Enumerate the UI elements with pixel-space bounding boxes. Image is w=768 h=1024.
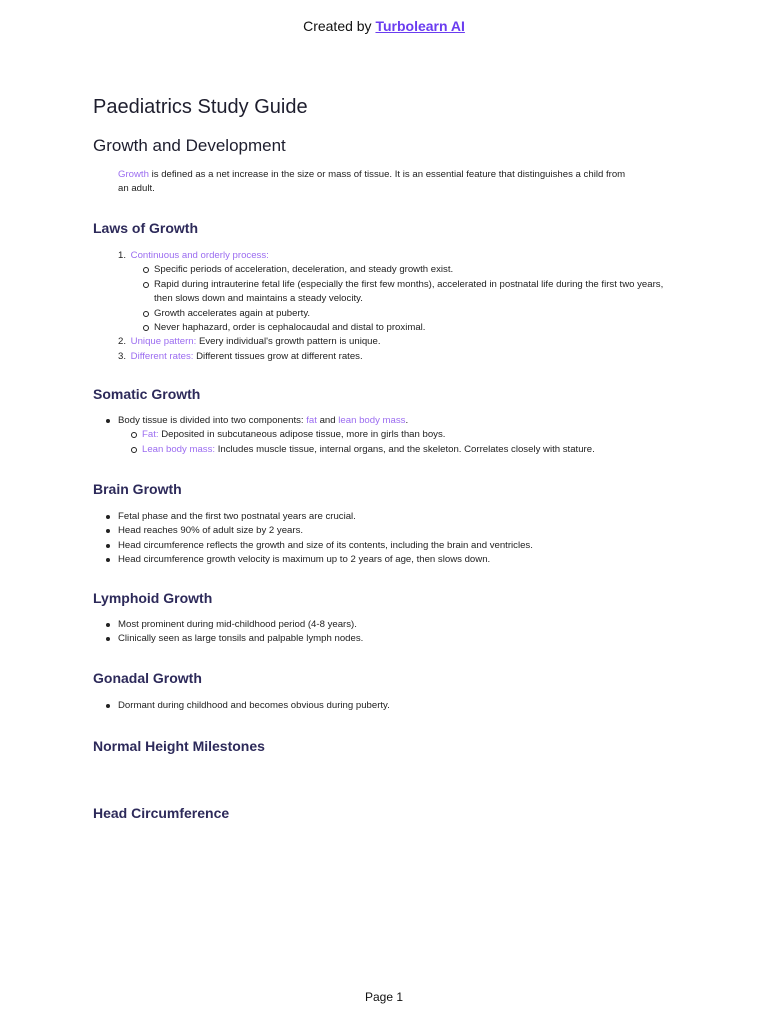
lymphoid-list	[106, 618, 666, 647]
list-item: Growth accelerates again at puberty.	[143, 307, 678, 321]
list-item	[131, 428, 666, 442]
list-item: Rapid during intrauterine fetal life (especially the first few months), accelerated in postnatal life during the first two years, then slows down and maintains a steady velocity.	[143, 278, 678, 307]
banner-prefix: Created by	[303, 18, 372, 34]
law-text: Every individual's growth pattern is unique.	[196, 336, 381, 348]
gonadal-heading: Gonadal Growth	[93, 670, 202, 686]
intro-text: is defined as a net increase in the size or mass of tissue. It is an essential feature that distinguishes a child from an adult.	[118, 169, 626, 194]
conjunction: and	[316, 415, 339, 426]
laws-heading: Laws of Growth	[93, 220, 198, 236]
page-number: Page 1	[364, 990, 404, 1004]
list-item	[118, 335, 678, 349]
height-heading: Normal Height Milestones	[93, 738, 265, 754]
section-title: Growth and Development	[93, 136, 286, 155]
list-item	[131, 443, 666, 457]
brain-list	[106, 510, 666, 568]
law-label: Unique pattern:	[130, 336, 197, 348]
created-by-banner	[0, 18, 768, 34]
page-title: Paediatrics Study Guide	[93, 96, 308, 118]
list-item: Head circumference growth velocity is maximum up to 2 years of age, then slows down.	[106, 553, 666, 567]
turbolearn-link[interactable]: Turbolearn AI	[375, 18, 465, 34]
law-label: Different rates:	[130, 350, 194, 362]
list-item: Fetal phase and the first two postnatal years are crucial.	[106, 510, 666, 524]
intro-paragraph	[118, 168, 638, 196]
law-text: Different tissues grow at different rates.	[193, 350, 363, 362]
fat-label: Fat:	[142, 429, 159, 441]
list-item: Never haphazard, order is cephalocaudal and distal to proximal.	[143, 321, 678, 335]
list-number: 2.	[118, 336, 127, 348]
growth-term: Growth	[118, 169, 149, 180]
period: .	[405, 415, 409, 426]
fat-text: Deposited in subcutaneous adipose tissue, more in girls than boys.	[158, 429, 446, 441]
laws-list	[118, 249, 678, 364]
sub-list	[118, 428, 666, 457]
lbm-label: Lean body mass:	[142, 443, 216, 455]
lbm-text: Includes muscle tissue, internal organs, and the skeleton. Correlates closely with stature.	[215, 443, 595, 455]
sub-list	[118, 263, 678, 335]
lean-body-mass-term: lean body mass	[338, 415, 406, 426]
lymphoid-heading: Lymphoid Growth	[93, 590, 213, 606]
list-item	[106, 414, 666, 457]
list-item: Clinically seen as large tonsils and palpable lymph nodes.	[106, 632, 666, 646]
fat-term: fat	[306, 415, 317, 426]
law-label: Continuous and orderly process:	[130, 250, 269, 261]
brain-heading: Brain Growth	[93, 481, 182, 497]
list-item: Specific periods of acceleration, deceleration, and steady growth exist.	[143, 263, 678, 277]
list-item: Head reaches 90% of adult size by 2 years.	[106, 524, 666, 538]
head-circumference-heading: Head Circumference	[93, 805, 230, 821]
list-number: 1.	[118, 250, 127, 261]
list-item: Most prominent during mid-childhood period (4-8 years).	[106, 618, 666, 632]
list-item	[118, 350, 678, 364]
gonadal-list	[106, 699, 666, 713]
somatic-lead: Body tissue is divided into two components:	[118, 415, 307, 426]
list-item: Dormant during childhood and becomes obvious during puberty.	[106, 699, 666, 713]
somatic-list	[106, 414, 666, 457]
list-item	[118, 249, 678, 335]
somatic-heading: Somatic Growth	[93, 386, 201, 402]
list-item: Head circumference reflects the growth and size of its contents, including the brain and ventricles.	[106, 539, 666, 553]
list-number: 3.	[118, 350, 127, 362]
